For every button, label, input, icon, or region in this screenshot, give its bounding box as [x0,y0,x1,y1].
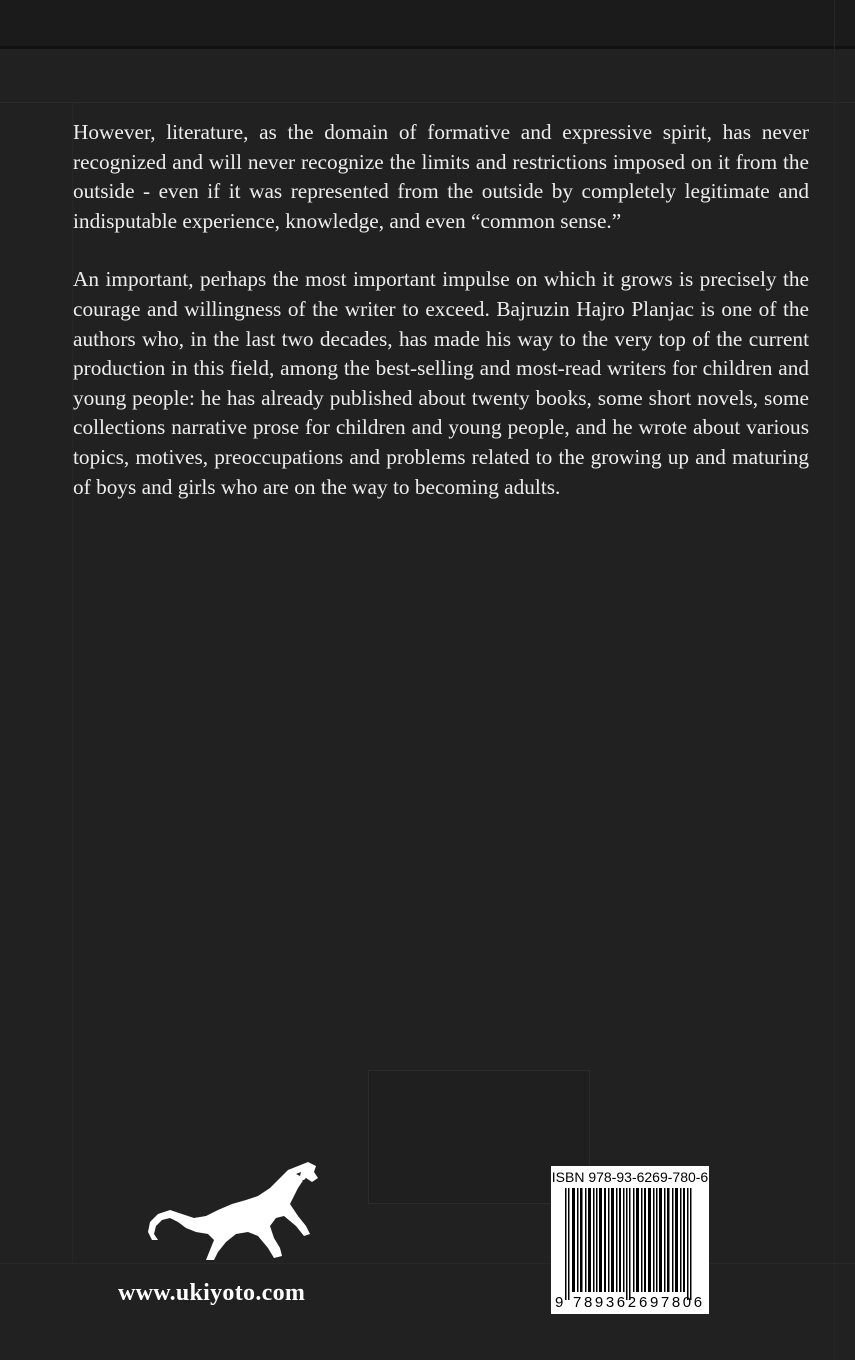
frame-line [834,0,835,1360]
top-band [0,0,855,46]
frame-line [0,102,855,103]
isbn-barcode [551,1166,709,1314]
barcode-right-group: 697806 [639,1294,705,1311]
top-divider [0,46,855,49]
publisher-website[interactable]: www.ukiyoto.com [118,1280,306,1306]
frame-line [0,1263,855,1264]
barcode-bars [551,1166,709,1314]
barcode-lead-digit: 9 [555,1294,564,1311]
blurb-paragraph-1: However, literature, as the domain of formative and expressive spirit, has never recognized and will never recognize the limits and restrictions imposed on it from the outside - even if it was represented from the outside by completely legitimate and indisputable experience, knowledge, and even “common sense.” [73,120,809,233]
blurb-paragraph-2: An important, perhaps the most important impulse on which it grows is precisely the courage and willingness of the writer to exceed. Bajruzin Hajro Planjac is one of the authors who, in the last two decades, has made his way to the very top of the current production in this field, among the best-selling and most-read writers for children and young people: he has already published about twenty books, some short novels, some collections narrative prose for children and young people, and he wrote about various topics, motives, preoccupations and problems related to the growing up and maturing of boys and girls who are on the way to becoming adults. [73,267,809,499]
back-cover-blurb [73,118,809,531]
isbn-label: ISBN 978-93-6269-780-6 [551,1169,709,1185]
panther-icon [148,1160,320,1264]
barcode-left-group: 789362 [573,1294,639,1311]
